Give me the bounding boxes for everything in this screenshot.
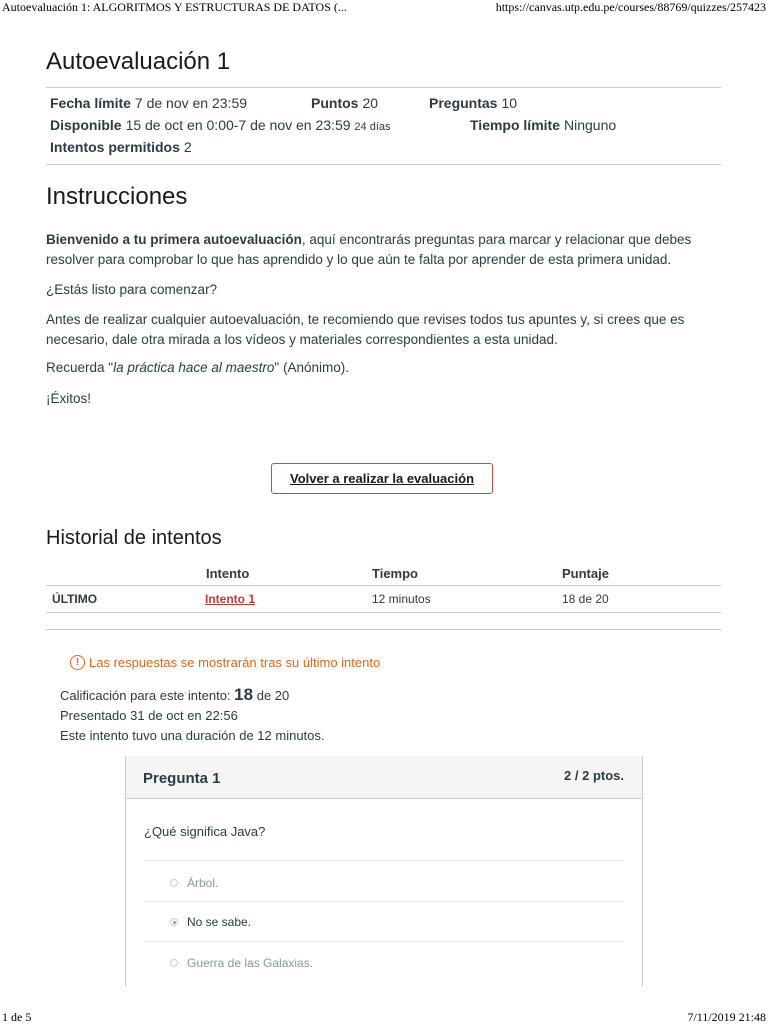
score-value: 18 (234, 685, 254, 704)
divider (46, 87, 721, 88)
radio-icon (170, 879, 178, 887)
column-header-attempt: Intento (206, 566, 250, 581)
radio-selected-icon (170, 918, 178, 926)
quiz-details-row-1 (50, 95, 247, 111)
print-timestamp: 7/11/2019 21:48 (687, 1010, 766, 1024)
print-header (0, 0, 768, 16)
available-days: 24 días (354, 121, 391, 133)
attempt-1-link[interactable]: Intento 1 (205, 592, 255, 606)
submitted-line: Presentado 31 de oct en 22:56 (60, 708, 238, 723)
question-text: ¿Qué significa Java? (144, 824, 266, 839)
question-card (125, 756, 643, 986)
column-header-score: Puntaje (562, 566, 609, 581)
notice-text: Las respuestas se mostrarán tras su último intento (89, 655, 381, 670)
print-header-title: Autoevaluación 1: ALGORITMOS Y ESTRUCTURAS DE DATOS (... (2, 0, 347, 14)
questions-count: Preguntas 10 (429, 95, 518, 111)
allowed-attempts: Intentos permitidos 2 (50, 139, 192, 155)
table-row-label: ÚLTIMO (52, 592, 98, 606)
answer-divider (144, 860, 624, 861)
instructions-paragraph: Bienvenido a tu primera autoevaluación, aquí encontrarás preguntas para marcar y relacionar que debes resolver para comprobar lo que has aprendido y lo que aún te falta por aprender de esta primera unidad. (46, 232, 692, 267)
due-date: Fecha límite 7 de nov en 23:59 (50, 95, 248, 111)
page-title: Autoevaluación 1 (46, 48, 231, 75)
table-row-divider (46, 612, 721, 613)
answer-option-selected[interactable]: No se sabe. (170, 915, 251, 929)
instructions-heading: Instrucciones (46, 183, 188, 210)
answer-divider (144, 941, 624, 942)
answer-option[interactable]: Guerra de las Galaxias. (170, 956, 313, 970)
attempt-history-heading: Historial de intentos (46, 527, 222, 549)
answer-option[interactable]: Árbol. (170, 876, 218, 890)
question-points: 2 / 2 ptos. (564, 768, 624, 783)
time-limit: Tiempo límite Ninguno (470, 117, 617, 133)
table-header-divider (46, 585, 721, 586)
divider (46, 164, 721, 165)
availability: Disponible 15 de oct en 0:00-7 de nov en 23:59 24 días (50, 117, 391, 133)
attempt-time: 12 minutos (372, 592, 431, 606)
question-header (126, 756, 642, 799)
retake-quiz-button[interactable]: Volver a realizar la evaluación (271, 463, 493, 494)
column-header-time: Tiempo (372, 566, 418, 581)
radio-icon (170, 959, 178, 967)
instructions-paragraph: ¿Estás listo para comenzar? (46, 282, 218, 297)
instructions-paragraph: Antes de realizar cualquier autoevaluación, te recomiendo que revises todos tus apuntes y, si crees que es necesario, dale otra mirada a los vídeos y materiales correspondientes a esta unidad. (46, 312, 685, 347)
answers-notice (70, 655, 380, 670)
attempt-score-line: Calificación para este intento: 18 de 20 (60, 685, 290, 704)
attempt-score: 18 de 20 (562, 592, 609, 606)
duration-line: Este intento tuvo una duración de 12 minutos. (60, 728, 325, 743)
page-counter: 1 de 5 (2, 1010, 32, 1024)
question-title: Pregunta 1 (143, 770, 221, 787)
points: Puntos 20 (311, 95, 379, 111)
instructions-paragraph: ¡Éxitos! (46, 391, 92, 406)
warning-icon: ! (70, 655, 85, 670)
instructions-paragraph: Recuerda "la práctica hace al maestro" (Anónimo). (46, 360, 349, 375)
divider (46, 629, 721, 630)
print-header-url: https://canvas.utp.edu.pe/courses/88769/quizzes/257423 (495, 0, 766, 14)
answer-divider (144, 901, 624, 902)
